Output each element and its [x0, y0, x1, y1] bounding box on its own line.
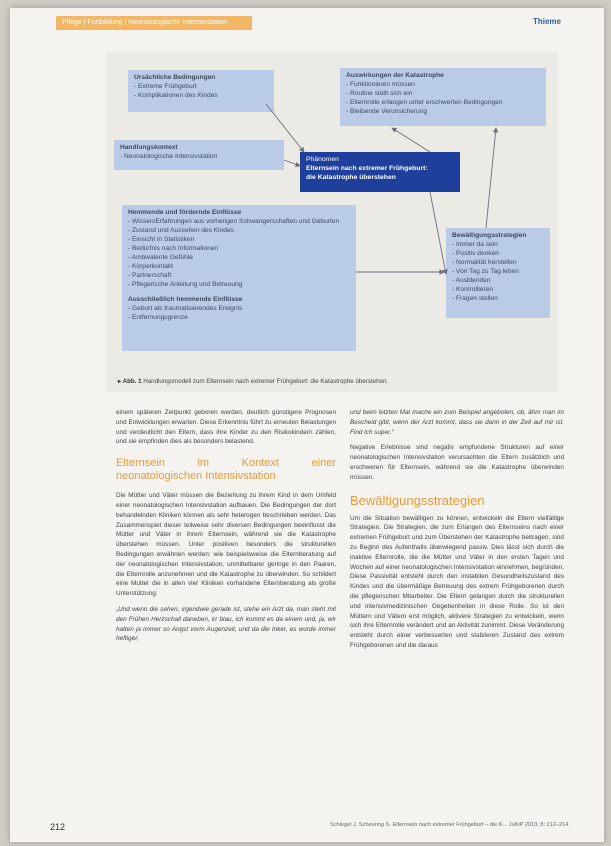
- box-list-2: [128, 304, 350, 322]
- list-item: - Bedürfnis nach Informationen: [128, 244, 350, 253]
- box-title: Ursächliche Bedingungen: [134, 74, 216, 81]
- list-item: - Ausblenden: [452, 276, 544, 285]
- box-influences: [122, 205, 356, 351]
- phenomenon-line-1: Elternsein nach extremer Frühgeburt:: [306, 165, 428, 172]
- box-coping-strategies: [446, 228, 550, 318]
- paragraph: Negative Erlebnisse sind negativ empfundene Strukturen auf einer neonatologischen Intensivstation verursachten die Eltern zusätzlich und erschweren für Elternsein, während sie die Katastrophe überwinden müssen.: [350, 444, 564, 481]
- list-item: - Partnerschaft: [128, 271, 350, 280]
- box-subtitle: Ausschließlich hemmende Einflüsse: [128, 296, 243, 303]
- list-item: - Wissen/Erfahrungen aus vorherigen Schwangerschaften und Geburten: [128, 217, 350, 226]
- section-heading: Bewältigungsstrategien: [350, 492, 485, 508]
- box-title: Handlungskontext: [120, 144, 178, 151]
- page-number: 212: [50, 822, 66, 832]
- list-item: - Elternrolle erlangen unter erschwerten Bedingungen: [346, 98, 540, 107]
- list-item: - Normalität herstellen: [452, 258, 544, 267]
- quote-continuation: und beim letzten Mal mache ein zum Beispiel angeboten, ob, ähm man im Bescheid gibt, wenn der Arzt kommt, dass sie dann in der Zeit auf mir ist. Find ich super.“: [350, 409, 564, 436]
- paragraph: Die Mütter und Väter müssen die Beziehung zu ihrem Kind in dem Umfeld einer neonatologischen Intensivstation aufbauen. Die Bedingungen der dort behandelnden Kliniken können als sehr heterogen beschrieben werden. Das Zusammenspiel dieser teilweise sehr diversen Bedingungen beeinflusst die Mütter und Väter in ihrem Elternsein, während sie die Katastrophe überstehen müssen. Unter positiven besonders die strukturellen Bedingungen erwähnen werden: wie beispielsweise die Elternberatung auf der neonatologischen Intensivstation, unmittelbarer geringe in den Paaren, die Elternrolle anzunehmen und die Katastrophe zu überwinden. So schildert eine Mutter die in allen vier Kliniken vorhandene Elternberatung als große Unterstützung:: [116, 492, 336, 598]
- list-item: - Positiv denken: [452, 249, 544, 258]
- box-list: [134, 82, 268, 100]
- list-item: - Pflegerische Anleitung und Betreuung: [128, 280, 350, 289]
- phenomenon-line-2: die Katastrophe überstehen: [306, 174, 396, 181]
- list-item: - Komplikationen des Kindes: [134, 91, 268, 100]
- box-title: Hemmende und fördernde Einflüsse: [128, 209, 242, 216]
- quote: „Und wenn die sehen, irgendwie gerade ist, stehe ein Arzt da, man steht mit den Frühen Herzschall daneben, irr blau, ich kommt es da einem und, ja, wir hatten ja immer so Angst vorm Augenzeit, und da die Inker, es wurde immer heftiger,: [116, 605, 336, 643]
- list-item: - Extreme Frühgeburt: [134, 82, 268, 91]
- figure-caption: ▸ Abb. 1 Handlungsmodell zum Elternsein nach extremer Frühgeburt: die Katastrophe überstehen.: [118, 378, 389, 385]
- box-list: [346, 80, 540, 116]
- box-title: Phänomen: [306, 156, 339, 163]
- list-item: - Entfernungsgrenze: [128, 313, 350, 322]
- list-item: - Kontrollieren: [452, 285, 544, 294]
- list-item: - Fragen stellen: [452, 294, 544, 303]
- list-item: - Immer da sein: [452, 240, 544, 249]
- list-item: - Geburt als traumatisierendes Ereignis: [128, 304, 350, 313]
- box-causal-conditions: [128, 70, 274, 112]
- section-heading: Elternsein im Kontext einer neonatologischen Intensivstation: [116, 457, 336, 483]
- caption-label: Abb. 1: [122, 378, 142, 385]
- box-phenomenon: [300, 152, 460, 192]
- list-item: - Von Tag zu Tag leben: [452, 267, 544, 276]
- caption-text: Handlungsmodell zum Elternsein nach extremer Frühgeburt: die Katastrophe überstehen.: [143, 378, 389, 385]
- publisher-logo: Thieme: [532, 17, 561, 26]
- box-title: Bewältigungsstrategien: [452, 232, 527, 239]
- list-item: - Funktionieren müssen: [346, 80, 540, 89]
- box-context: [114, 140, 284, 170]
- paragraph: Um die Situation bewältigen zu können, entwickeln die Eltern vielfältige Strategien. Die Strategien, die zum Erlangen des Elternseins nach einer extremen Frühgeburt und zum Überstehen der Katastrophe beitragen, sind zu Beginn des Aufenthalts überwiegend passiv. Dies lässt sich durch die inaktive Elternrolle, die die Mütter und Väter in den ersten Tagen und Wochen auf einer neonatologischen Intensivstation einnehmen, begründen. Diese Passivität entsteht durch den instabilen Gesundheitszustand des Kindes und die übermäßige Betreuung des extrem Frühgeborenen durch die pflegerischen Mitarbeiter. Die Eltern gelangen durch die strukturellen und intensivmedizinischen Gegebenheiten in diese Rolle. So ist den Müttern und Vätern erst möglich, aktivere Strategien zu entwickeln, wenn sich ihre Elternrolle verändert und an Aktivität zunimmt. Diese Veränderung entsteht durch einer verbesserten und stabileren Zustand des extrem Frühgeborenen und die daraus: [350, 514, 564, 649]
- list-item: - Neonatologische Intensivstation: [120, 152, 278, 161]
- box-consequences: [340, 68, 546, 126]
- list-item: - Ambivalente Gefühle: [128, 253, 350, 262]
- box-list: [120, 152, 278, 161]
- header-banner: Pflege | Fortbildung | Neonatologische Intensivstation: [56, 16, 252, 30]
- box-list: [452, 240, 544, 303]
- list-item: - Körperkontakt: [128, 262, 350, 271]
- left-column: [116, 408, 336, 650]
- list-item: - Bleibende Verunsicherung: [346, 107, 540, 116]
- box-title: Auswirkungen der Katastrophe: [346, 72, 444, 79]
- list-item: - Routine stellt sich ein: [346, 89, 540, 98]
- right-column: [350, 408, 564, 657]
- paragraph: einem späteren Zeitpunkt geboren werden, deutlich günstigere Prognosen und Entwicklungen erwarten. Diese Erkenntnis führt zu erneuten Belastungen und verdeutlicht den Eltern, dass ihre Kinder zu den Risikokindern zählen, und sie empfinden dies als besonders belastend.: [116, 409, 336, 446]
- list-item: - Einsicht in Statistiken: [128, 235, 350, 244]
- footer-citation: Schlegel J. Scheuring S. Elternsein nach extremer Frühgeburt – die K... JuKiP 2013; 8: 212–214: [330, 822, 569, 828]
- box-list: [128, 217, 350, 289]
- list-item: - Zustand und Aussehen des Kindes: [128, 226, 350, 235]
